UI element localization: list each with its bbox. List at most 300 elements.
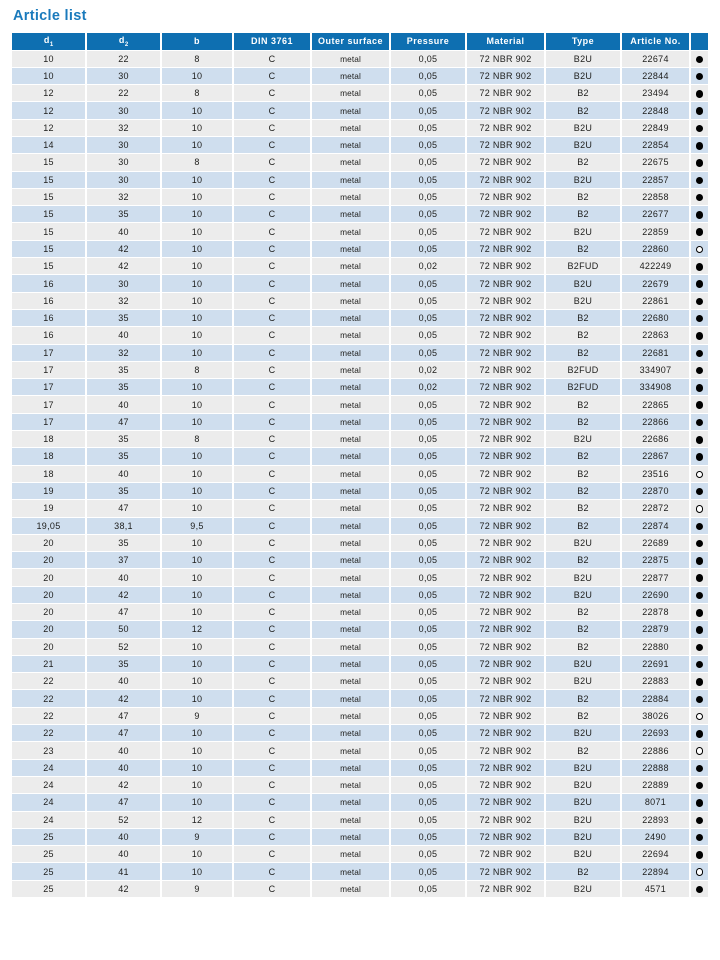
cell-type: B2U [545,275,621,292]
table-row [12,102,708,119]
cell-b: 10 [161,794,233,811]
cell-d1: 20 [12,534,86,551]
cell-pressure: 0,05 [390,846,466,863]
cell-material: 72 NBR 902 [466,794,545,811]
cell-material: 72 NBR 902 [466,102,545,119]
status-dot-filled-icon [696,574,704,582]
cell-din-3761: C [233,223,311,240]
cell-article-no: 22674 [621,50,690,67]
cell-status [690,102,708,119]
cell-type: B2 [545,621,621,638]
cell-type: B2 [545,690,621,707]
cell-d2: 30 [86,154,161,171]
cell-type: B2U [545,292,621,309]
cell-din-3761: C [233,534,311,551]
cell-din-3761: C [233,638,311,655]
table-row [12,552,708,569]
cell-pressure: 0,02 [390,258,466,275]
cell-b: 10 [161,465,233,482]
cell-d2: 50 [86,621,161,638]
cell-pressure: 0,02 [390,379,466,396]
cell-din-3761: C [233,206,311,223]
cell-status [690,188,708,205]
cell-d2: 35 [86,206,161,223]
table-row [12,811,708,828]
table-row [12,327,708,344]
cell-outer-surface: metal [311,361,390,378]
cell-d1: 12 [12,119,86,136]
cell-d1: 14 [12,136,86,153]
table-header-row [12,33,708,50]
status-dot-filled-icon [696,107,704,115]
cell-pressure: 0,05 [390,655,466,672]
cell-d1: 20 [12,552,86,569]
cell-pressure: 0,05 [390,500,466,517]
status-dot-filled-icon [696,56,704,64]
cell-b: 10 [161,309,233,326]
cell-d1: 20 [12,586,86,603]
table-row [12,188,708,205]
cell-outer-surface: metal [311,102,390,119]
table-row [12,655,708,672]
table-row [12,154,708,171]
cell-type: B2 [545,863,621,880]
cell-type: B2U [545,759,621,776]
cell-material: 72 NBR 902 [466,448,545,465]
status-dot-filled-icon [696,90,704,98]
cell-d2: 47 [86,413,161,430]
cell-d1: 20 [12,621,86,638]
cell-b: 10 [161,500,233,517]
cell-material: 72 NBR 902 [466,206,545,223]
cell-b: 10 [161,206,233,223]
cell-article-no: 22877 [621,569,690,586]
cell-b: 10 [161,742,233,759]
article-table [12,33,708,898]
cell-material: 72 NBR 902 [466,240,545,257]
cell-din-3761: C [233,811,311,828]
cell-type: B2 [545,85,621,102]
cell-article-no: 22883 [621,673,690,690]
status-dot-filled-icon [696,419,704,427]
cell-outer-surface: metal [311,344,390,361]
cell-status [690,136,708,153]
status-dot-filled-icon [696,384,704,392]
cell-din-3761: C [233,258,311,275]
cell-outer-surface: metal [311,811,390,828]
cell-pressure: 0,05 [390,604,466,621]
cell-d1: 18 [12,431,86,448]
cell-article-no: 22848 [621,102,690,119]
cell-din-3761: C [233,863,311,880]
cell-outer-surface: metal [311,517,390,534]
cell-b: 10 [161,327,233,344]
cell-d1: 17 [12,413,86,430]
cell-din-3761: C [233,431,311,448]
cell-d2: 35 [86,482,161,499]
cell-material: 72 NBR 902 [466,258,545,275]
cell-d2: 32 [86,188,161,205]
table-row [12,431,708,448]
cell-status [690,880,708,897]
table-row [12,50,708,67]
cell-status [690,690,708,707]
cell-type: B2 [545,482,621,499]
cell-d2: 47 [86,725,161,742]
cell-material: 72 NBR 902 [466,500,545,517]
cell-status [690,240,708,257]
cell-outer-surface: metal [311,136,390,153]
cell-din-3761: C [233,500,311,517]
cell-type: B2U [545,136,621,153]
cell-material: 72 NBR 902 [466,154,545,171]
cell-outer-surface: metal [311,673,390,690]
cell-d1: 24 [12,776,86,793]
cell-status [690,482,708,499]
cell-d1: 10 [12,67,86,84]
cell-article-no: 22893 [621,811,690,828]
cell-d2: 42 [86,776,161,793]
cell-d1: 23 [12,742,86,759]
cell-material: 72 NBR 902 [466,85,545,102]
cell-type: B2 [545,638,621,655]
cell-din-3761: C [233,154,311,171]
table-row [12,828,708,845]
cell-d1: 20 [12,638,86,655]
cell-article-no: 22889 [621,776,690,793]
cell-pressure: 0,05 [390,136,466,153]
cell-din-3761: C [233,240,311,257]
cell-status [690,604,708,621]
cell-outer-surface: metal [311,638,390,655]
cell-type: B2FUD [545,361,621,378]
table-row [12,223,708,240]
cell-pressure: 0,05 [390,396,466,413]
cell-pressure: 0,05 [390,828,466,845]
status-dot-filled-icon [696,280,704,288]
cell-outer-surface: metal [311,707,390,724]
cell-article-no: 334907 [621,361,690,378]
table-row [12,119,708,136]
cell-type: B2 [545,102,621,119]
status-dot-filled-icon [696,678,704,686]
cell-outer-surface: metal [311,534,390,551]
status-dot-filled-icon [696,332,704,340]
cell-b: 10 [161,552,233,569]
cell-type: B2 [545,517,621,534]
cell-outer-surface: metal [311,500,390,517]
status-dot-filled-icon [696,142,704,150]
cell-d1: 19 [12,500,86,517]
cell-article-no: 334908 [621,379,690,396]
cell-d1: 18 [12,448,86,465]
cell-b: 10 [161,655,233,672]
cell-d1: 17 [12,396,86,413]
cell-outer-surface: metal [311,258,390,275]
status-dot-filled-icon [696,696,704,704]
status-dot-filled-icon [696,453,704,461]
cell-material: 72 NBR 902 [466,223,545,240]
cell-din-3761: C [233,119,311,136]
cell-type: B2U [545,880,621,897]
cell-article-no: 22886 [621,742,690,759]
status-dot-open-icon [696,471,704,479]
cell-material: 72 NBR 902 [466,344,545,361]
status-dot-filled-icon [696,799,704,807]
cell-d2: 42 [86,240,161,257]
cell-d2: 35 [86,448,161,465]
cell-status [690,673,708,690]
cell-b: 10 [161,379,233,396]
cell-b: 10 [161,344,233,361]
cell-status [690,431,708,448]
cell-b: 10 [161,690,233,707]
cell-status [690,223,708,240]
cell-b: 10 [161,102,233,119]
cell-din-3761: C [233,846,311,863]
cell-din-3761: C [233,171,311,188]
cell-status [690,811,708,828]
cell-article-no: 22866 [621,413,690,430]
cell-status [690,361,708,378]
cell-type: B2U [545,811,621,828]
cell-outer-surface: metal [311,690,390,707]
cell-material: 72 NBR 902 [466,119,545,136]
cell-status [690,119,708,136]
cell-d2: 40 [86,223,161,240]
status-dot-open-icon [696,868,704,876]
table-row [12,396,708,413]
cell-pressure: 0,05 [390,534,466,551]
cell-d2: 40 [86,742,161,759]
table-row [12,638,708,655]
cell-din-3761: C [233,275,311,292]
cell-pressure: 0,05 [390,690,466,707]
column-header-d2-subscript: 2 [124,41,129,48]
table-header [12,33,708,50]
cell-d2: 30 [86,67,161,84]
cell-pressure: 0,05 [390,465,466,482]
cell-pressure: 0,05 [390,794,466,811]
cell-pressure: 0,05 [390,413,466,430]
cell-type: B2 [545,500,621,517]
column-header-pressure: Pressure [390,33,466,50]
cell-din-3761: C [233,465,311,482]
cell-d2: 32 [86,119,161,136]
cell-type: B2 [545,448,621,465]
table-row [12,379,708,396]
cell-din-3761: C [233,725,311,742]
cell-din-3761: C [233,828,311,845]
cell-type: B2U [545,67,621,84]
cell-d2: 47 [86,500,161,517]
cell-pressure: 0,05 [390,431,466,448]
cell-outer-surface: metal [311,327,390,344]
cell-din-3761: C [233,586,311,603]
cell-type: B2U [545,50,621,67]
cell-status [690,292,708,309]
cell-outer-surface: metal [311,794,390,811]
cell-din-3761: C [233,742,311,759]
cell-din-3761: C [233,413,311,430]
cell-d1: 15 [12,223,86,240]
cell-material: 72 NBR 902 [466,171,545,188]
cell-b: 9 [161,828,233,845]
table-row [12,517,708,534]
cell-d2: 35 [86,655,161,672]
cell-pressure: 0,05 [390,673,466,690]
cell-b: 10 [161,119,233,136]
cell-b: 10 [161,725,233,742]
cell-type: B2 [545,707,621,724]
cell-status [690,863,708,880]
cell-d2: 41 [86,863,161,880]
cell-d1: 22 [12,707,86,724]
cell-article-no: 22844 [621,67,690,84]
cell-b: 10 [161,863,233,880]
cell-pressure: 0,05 [390,448,466,465]
cell-material: 72 NBR 902 [466,396,545,413]
cell-material: 72 NBR 902 [466,517,545,534]
cell-type: B2U [545,223,621,240]
cell-material: 72 NBR 902 [466,707,545,724]
cell-d2: 47 [86,604,161,621]
cell-d2: 40 [86,465,161,482]
table-row [12,690,708,707]
status-dot-filled-icon [696,817,704,825]
cell-d2: 47 [86,707,161,724]
cell-b: 10 [161,258,233,275]
cell-material: 72 NBR 902 [466,621,545,638]
cell-d2: 47 [86,794,161,811]
status-dot-filled-icon [696,177,704,185]
cell-d1: 25 [12,863,86,880]
cell-d2: 42 [86,258,161,275]
cell-din-3761: C [233,309,311,326]
cell-pressure: 0,05 [390,223,466,240]
cell-d2: 40 [86,828,161,845]
cell-din-3761: C [233,102,311,119]
cell-status [690,448,708,465]
cell-material: 72 NBR 902 [466,673,545,690]
table-row [12,621,708,638]
cell-b: 10 [161,846,233,863]
cell-din-3761: C [233,776,311,793]
status-dot-filled-icon [696,782,704,790]
cell-material: 72 NBR 902 [466,327,545,344]
status-dot-filled-icon [696,557,704,565]
table-row [12,482,708,499]
cell-din-3761: C [233,552,311,569]
cell-material: 72 NBR 902 [466,275,545,292]
cell-material: 72 NBR 902 [466,725,545,742]
cell-status [690,707,708,724]
cell-article-no: 22874 [621,517,690,534]
cell-b: 10 [161,275,233,292]
table-row [12,500,708,517]
cell-pressure: 0,05 [390,880,466,897]
cell-article-no: 22849 [621,119,690,136]
cell-d2: 22 [86,50,161,67]
column-header-status [690,33,708,50]
table-row [12,413,708,430]
cell-material: 72 NBR 902 [466,759,545,776]
cell-b: 10 [161,396,233,413]
table-row [12,85,708,102]
cell-article-no: 22675 [621,154,690,171]
table-row [12,673,708,690]
cell-pressure: 0,05 [390,621,466,638]
column-header-din-3761: DIN 3761 [233,33,311,50]
status-dot-filled-icon [696,211,704,219]
cell-outer-surface: metal [311,309,390,326]
cell-type: B2 [545,154,621,171]
cell-d1: 16 [12,292,86,309]
cell-article-no: 22867 [621,448,690,465]
cell-d1: 22 [12,690,86,707]
cell-material: 72 NBR 902 [466,846,545,863]
cell-pressure: 0,05 [390,171,466,188]
cell-status [690,638,708,655]
table-row [12,863,708,880]
cell-din-3761: C [233,569,311,586]
cell-status [690,379,708,396]
cell-type: B2 [545,327,621,344]
cell-d1: 24 [12,794,86,811]
cell-b: 8 [161,85,233,102]
cell-d1: 20 [12,569,86,586]
cell-din-3761: C [233,880,311,897]
cell-status [690,655,708,672]
cell-d1: 24 [12,811,86,828]
cell-material: 72 NBR 902 [466,361,545,378]
table-row [12,258,708,275]
cell-b: 10 [161,534,233,551]
cell-pressure: 0,05 [390,188,466,205]
cell-d1: 18 [12,465,86,482]
cell-material: 72 NBR 902 [466,655,545,672]
table-row [12,586,708,603]
cell-type: B2U [545,725,621,742]
table-row [12,776,708,793]
cell-status [690,396,708,413]
column-header-d2: $d_2$ [86,33,161,50]
status-dot-open-icon [696,747,704,755]
cell-type: B2FUD [545,379,621,396]
cell-outer-surface: metal [311,482,390,499]
cell-b: 10 [161,67,233,84]
cell-material: 72 NBR 902 [466,880,545,897]
status-dot-filled-icon [696,661,704,669]
cell-outer-surface: metal [311,206,390,223]
cell-din-3761: C [233,655,311,672]
cell-d2: 42 [86,690,161,707]
cell-status [690,725,708,742]
cell-material: 72 NBR 902 [466,776,545,793]
cell-d2: 30 [86,136,161,153]
cell-pressure: 0,05 [390,725,466,742]
cell-status [690,846,708,863]
cell-d1: 16 [12,309,86,326]
cell-status [690,586,708,603]
cell-outer-surface: metal [311,396,390,413]
cell-d2: 52 [86,811,161,828]
cell-b: 10 [161,569,233,586]
cell-b: 10 [161,223,233,240]
cell-d2: 37 [86,552,161,569]
status-dot-filled-icon [696,263,704,271]
article-list-page [12,8,708,898]
